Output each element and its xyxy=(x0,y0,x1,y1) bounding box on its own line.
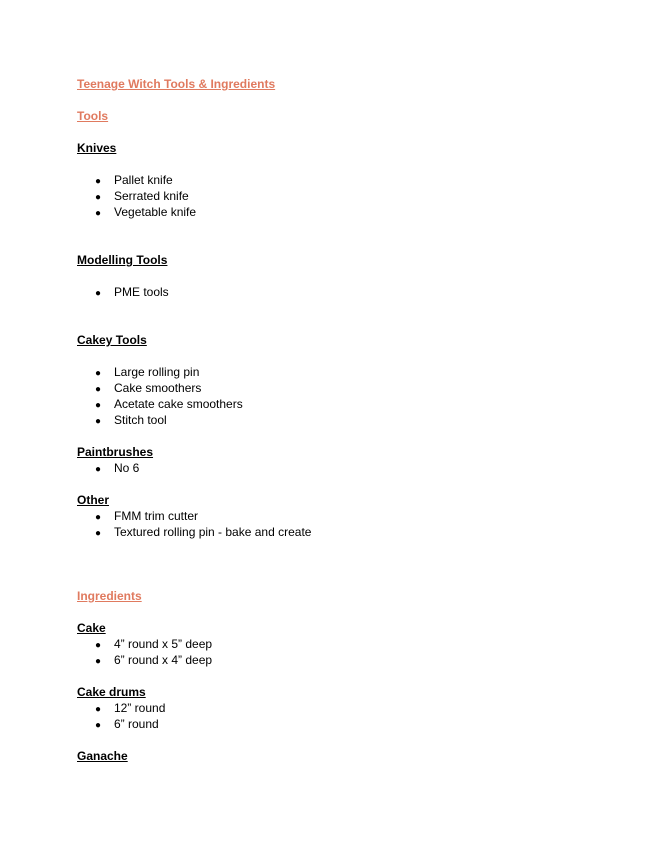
list-item: ● Acetate cake smoothers xyxy=(95,396,243,414)
bullet-icon: ● xyxy=(95,640,102,651)
list-item: ● Textured rolling pin - bake and create xyxy=(95,524,311,542)
bullet-icon: ● xyxy=(95,192,102,203)
subheading-paintbrushes: Paintbrushes xyxy=(77,445,154,459)
list-item: ● 12” round xyxy=(95,700,165,718)
document-title: Teenage Witch Tools & Ingredients xyxy=(77,77,276,91)
list-item: ● Serrated knife xyxy=(95,188,189,206)
bullet-icon: ● xyxy=(95,384,102,395)
list-item: ● Cake smoothers xyxy=(95,380,201,398)
bullet-icon: ● xyxy=(95,416,102,427)
subheading-modelling-tools: Modelling Tools xyxy=(77,253,168,267)
list-item: ● No 6 xyxy=(95,460,139,478)
subheading-cakey-tools: Cakey Tools xyxy=(77,333,147,347)
bullet-icon: ● xyxy=(95,208,102,219)
bullet-icon: ● xyxy=(95,512,102,523)
list-item: ● 6” round xyxy=(95,716,159,734)
bullet-icon: ● xyxy=(95,656,102,667)
bullet-icon: ● xyxy=(95,704,102,715)
section-heading-ingredients: Ingredients xyxy=(77,589,142,603)
list-item: ● Vegetable knife xyxy=(95,204,196,222)
bullet-icon: ● xyxy=(95,528,102,539)
subheading-cake-drums: Cake drums xyxy=(77,685,146,699)
bullet-icon: ● xyxy=(95,400,102,411)
list-item: ● PME tools xyxy=(95,284,169,302)
subheading-ganache: Ganache xyxy=(77,749,128,763)
bullet-icon: ● xyxy=(95,288,102,299)
list-item: ● FMM trim cutter xyxy=(95,508,198,526)
bullet-icon: ● xyxy=(95,464,102,475)
list-item: ● 6” round x 4” deep xyxy=(95,652,212,670)
section-heading-tools: Tools xyxy=(77,109,109,123)
list-item: ● Large rolling pin xyxy=(95,364,199,382)
subheading-other: Other xyxy=(77,493,110,507)
subheading-cake: Cake xyxy=(77,621,106,635)
subheading-knives: Knives xyxy=(77,141,117,155)
list-item: ● Stitch tool xyxy=(95,412,167,430)
list-item: ● 4” round x 5” deep xyxy=(95,636,212,654)
bullet-icon: ● xyxy=(95,176,102,187)
list-item: ● Pallet knife xyxy=(95,172,173,190)
bullet-icon: ● xyxy=(95,720,102,731)
bullet-icon: ● xyxy=(95,368,102,379)
